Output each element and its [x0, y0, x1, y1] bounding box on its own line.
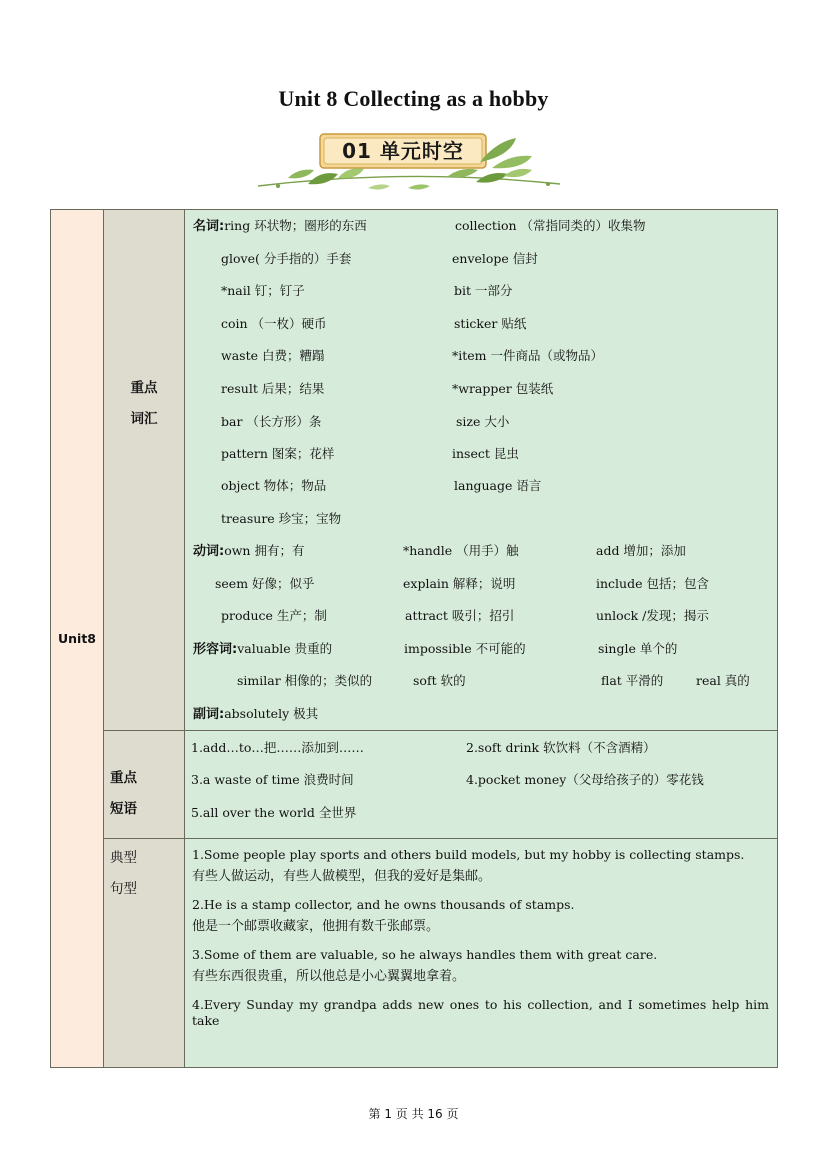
noun-row-5-left: waste 白费；糟蹋 — [221, 348, 325, 363]
page-footer: 第 1 页 共 16 页 — [368, 1107, 459, 1121]
adj-row-2-col-1: similar 相像的；类似的 — [237, 673, 373, 688]
phrase-2: 2.soft drink 软饮料（不含酒精） — [466, 740, 656, 755]
sentences-category: 典型 句型 — [104, 839, 185, 1068]
sentence-2-en: 2.He is a stamp collector, and he owns thousands of stamps. — [192, 897, 575, 912]
sentence-1-zh: 有些人做运动，有些人做模型，但我的爱好是集邮。 — [192, 869, 492, 884]
phrase-1: 1.add…to…把……添加到…… — [191, 740, 364, 755]
noun-row-1-right: collection （常指同类的）收集物 — [455, 218, 646, 233]
verb-row-3-col-1: produce 生产；制 — [221, 608, 327, 623]
verb-row-1-col-1: 动词:own 拥有；有 — [193, 543, 305, 559]
noun-row-3-right: bit 一部分 — [454, 283, 513, 298]
sentence-1-en: 1.Some people play sports and others build models, but my hobby is collecting stamps. — [192, 847, 745, 862]
section-banner — [248, 128, 568, 200]
verb-row-1-col-3: add 增加；添加 — [596, 543, 686, 558]
page-title: Unit 8 Collecting as a hobby — [278, 86, 549, 111]
sentence-2-zh: 他是一个邮票收藏家，他拥有数千张邮票。 — [192, 919, 440, 934]
noun-row-9-right: language 语言 — [454, 478, 542, 493]
adj-row-1-col-3: single 单个的 — [598, 641, 678, 656]
phrases-category: 重点 短语 — [104, 731, 185, 839]
noun-row-8-right: insect 昆虫 — [452, 446, 519, 461]
sentence-4-en: 4.Every Sunday my grandpa adds new ones to his collection, and I sometimes help him take — [192, 997, 769, 1028]
vocab-list — [185, 210, 777, 730]
verb-row-2-col-3: include 包括；包含 — [596, 576, 709, 591]
banner-label: 01 单元时空 — [342, 139, 464, 163]
noun-row-7-right: size 大小 — [456, 414, 510, 429]
noun-row-7-left: bar （长方形）条 — [221, 414, 322, 429]
noun-row-8-left: pattern 图案；花样 — [221, 446, 335, 461]
vocab-cell — [185, 210, 778, 731]
sentence-3-zh: 有些东西很贵重，所以他总是小心翼翼地拿着。 — [192, 969, 466, 984]
sentences-list — [185, 839, 777, 1067]
noun-row-4-left: coin （一枚）硬币 — [221, 316, 327, 331]
verb-row-3-col-2: attract 吸引；招引 — [405, 608, 515, 623]
noun-row-2-left: glove( 分手指的）手套 — [221, 251, 352, 266]
verb-row-2-col-1: seem 好像；似乎 — [215, 576, 315, 591]
adj-row-2-col-2: soft 软的 — [413, 673, 466, 688]
verb-row-1-col-2: *handle （用手）触 — [403, 543, 519, 558]
verb-row-3-col-3: unlock /发现；揭示 — [596, 608, 709, 623]
unit-label: Unit8 — [51, 210, 104, 1068]
verb-row-2-col-2: explain 解释；说明 — [403, 576, 516, 591]
vocab-category: 重点 词汇 — [104, 210, 185, 731]
sentence-3-en: 3.Some of them are valuable, so he always handles them with great care. — [192, 947, 658, 962]
adj-row-2-col-4: real 真的 — [696, 673, 750, 688]
adv-row: 副词:absolutely 极其 — [193, 706, 319, 722]
noun-row-5-right: *item 一件商品（或物品） — [452, 348, 603, 363]
sentences-cell — [185, 839, 778, 1068]
phrases-cell — [185, 731, 778, 839]
unit-summary-table — [50, 209, 778, 1068]
adj-row-1-col-2: impossible 不可能的 — [404, 641, 526, 656]
phrase-4: 4.pocket money（父母给孩子的）零花钱 — [466, 772, 704, 787]
phrases-list — [185, 731, 777, 838]
adj-row-1-col-1: 形容词:valuable 贵重的 — [193, 641, 333, 657]
noun-row-1-left: 名词:ring 环状物；圈形的东西 — [193, 218, 367, 234]
noun-row-6-left: result 后果；结果 — [221, 381, 325, 396]
adj-row-2-col-3: flat 平滑的 — [601, 673, 664, 688]
noun-row-4-right: sticker 贴纸 — [454, 316, 527, 331]
noun-row-2-right: envelope 信封 — [452, 251, 538, 266]
noun-row-3-left: *nail 钉；钉子 — [221, 283, 305, 298]
noun-row-9-left: object 物体；物品 — [221, 478, 327, 493]
phrase-5: 5.all over the world 全世界 — [191, 805, 357, 820]
noun-row-10-left: treasure 珍宝；宝物 — [221, 511, 342, 526]
phrase-3: 3.a waste of time 浪费时间 — [191, 772, 354, 787]
noun-row-6-right: *wrapper 包装纸 — [452, 381, 554, 396]
